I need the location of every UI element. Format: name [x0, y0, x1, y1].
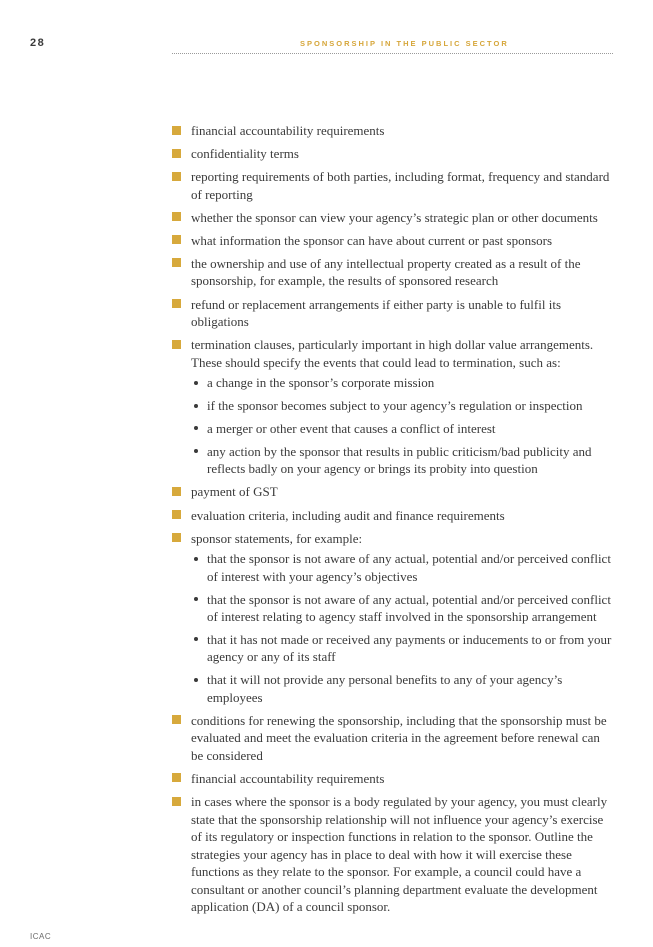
- list-item-text: confidentiality terms: [191, 146, 299, 162]
- sub-list-item: [191, 443, 612, 478]
- square-bullet-icon: [172, 797, 181, 806]
- sub-list-item-text: that it will not provide any personal benefits to any of your agency’s employees: [207, 672, 563, 705]
- square-bullet-icon: [172, 258, 181, 267]
- square-bullet-icon: [172, 212, 181, 221]
- sub-list-item-text: a merger or other event that causes a conflict of interest: [207, 420, 496, 436]
- square-bullet-icon: [172, 773, 181, 782]
- sub-list-item: [191, 591, 612, 626]
- round-bullet-icon: [194, 381, 198, 385]
- list-item-text: what information the sponsor can have about current or past sponsors: [191, 232, 553, 248]
- sub-list-item: [191, 671, 612, 706]
- list-item-text: conditions for renewing the sponsorship, including that the sponsorship must be evaluated and meet the evaluation criteria in the agreement before renewal can be considered: [191, 712, 607, 763]
- list-item: [172, 209, 612, 227]
- sub-list: [191, 550, 612, 706]
- page-number: 28: [30, 37, 46, 49]
- list-item-text: financial accountability requirements: [191, 123, 385, 138]
- publisher-mark: ICAC: [30, 932, 52, 941]
- sub-list-item: [191, 631, 612, 666]
- header-rule: [172, 53, 613, 54]
- list-item-text: payment of GST: [191, 484, 278, 500]
- round-bullet-icon: [194, 597, 198, 601]
- list-item-text: financial accountability requirements: [191, 770, 385, 786]
- sub-list-item: [191, 420, 612, 438]
- list-item: [172, 168, 612, 203]
- list-item-text: refund or replacement arrangements if either party is unable to fulfil its obligations: [191, 296, 561, 330]
- list-item: [172, 122, 612, 140]
- list-item: [172, 507, 612, 525]
- round-bullet-icon: [194, 557, 198, 561]
- sub-list-item-text: if the sponsor becomes subject to your agency’s regulation or inspection: [207, 398, 583, 414]
- list-item: [172, 255, 612, 290]
- list-item: [172, 712, 612, 765]
- list-item: [172, 296, 612, 331]
- list-item-text: in cases where the sponsor is a body regulated by your agency, you must clearly state that the sponsorship relationship will not influence your agency’s exercise of its regulatory or inspection functions in relation to the sponsor. Outline the strategies your agency has in place to deal with how it will exercise these functions as they relate to the sponsor. For example, a council could have a consultant or another council’s planning department evaluate the development application (DA) of a council sponsor.: [191, 794, 608, 915]
- square-bullet-icon: [172, 126, 181, 135]
- square-bullet-icon: [172, 235, 181, 244]
- square-bullet-icon: [172, 172, 181, 181]
- list-item: [172, 232, 612, 250]
- list-item: [172, 145, 612, 163]
- list-item-text: whether the sponsor can view your agency’s strategic plan or other documents: [191, 209, 598, 225]
- bullet-list: [172, 122, 612, 921]
- square-bullet-icon: [172, 299, 181, 308]
- sub-list-item-text: that it has not made or received any payments or inducements to or from your agency or any of its staff: [207, 631, 612, 665]
- round-bullet-icon: [194, 404, 198, 408]
- square-bullet-icon: [172, 340, 181, 349]
- sub-list-item-text: any action by the sponsor that results in public criticism/bad publicity and reflects badly on your agency or brings its probity into question: [207, 443, 592, 477]
- round-bullet-icon: [194, 426, 198, 430]
- list-item: [172, 483, 612, 501]
- sub-list-item: [191, 550, 612, 585]
- list-item: [172, 530, 612, 707]
- square-bullet-icon: [172, 510, 181, 519]
- list-item: [172, 770, 612, 788]
- sub-list-item: [191, 397, 612, 415]
- sub-list-item: [191, 374, 612, 392]
- list-item-text: reporting requirements of both parties, including format, frequency and standard of reporting: [191, 169, 610, 202]
- square-bullet-icon: [172, 533, 181, 542]
- sub-list: [191, 374, 612, 478]
- sub-list-item-text: that the sponsor is not aware of any actual, potential and/or perceived conflict of interest relating to agency staff involved in the sponsorship arrangement: [207, 591, 611, 624]
- round-bullet-icon: [194, 637, 198, 641]
- square-bullet-icon: [172, 487, 181, 496]
- square-bullet-icon: [172, 715, 181, 724]
- running-head: SPONSORSHIP IN THE PUBLIC SECTOR: [300, 39, 509, 48]
- list-item-text: termination clauses, particularly important in high dollar value arrangements. These should specify the events that could lead to termination, such as:: [191, 337, 594, 370]
- sub-list-item-text: a change in the sponsor’s corporate mission: [207, 375, 435, 391]
- list-item: [172, 336, 612, 478]
- list-item: [172, 793, 612, 916]
- round-bullet-icon: [194, 678, 198, 682]
- sub-list-item-text: that the sponsor is not aware of any actual, potential and/or perceived conflict of interest with your agency’s objectives: [207, 551, 611, 584]
- square-bullet-icon: [172, 149, 181, 158]
- list-item-text: sponsor statements, for example:: [191, 530, 363, 546]
- list-item-text: the ownership and use of any intellectual property created as a result of the sponsorship, for example, the results of sponsored research: [191, 255, 581, 289]
- round-bullet-icon: [194, 449, 198, 453]
- list-item-text: evaluation criteria, including audit and finance requirements: [191, 507, 505, 523]
